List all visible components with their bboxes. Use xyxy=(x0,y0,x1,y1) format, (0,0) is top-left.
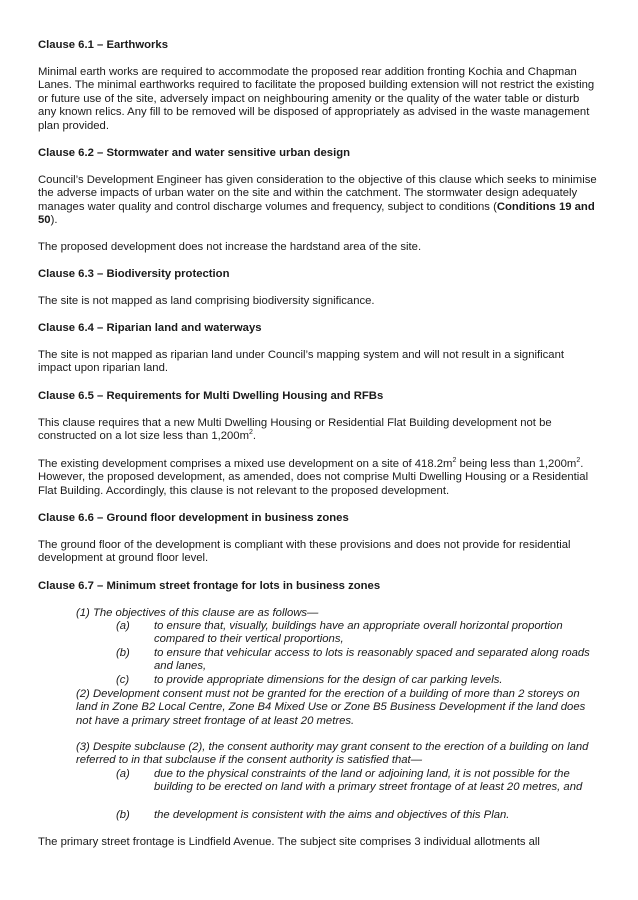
superscript: 2 xyxy=(576,457,581,465)
clause-6-2-body-text: Council’s Development Engineer has given consideration to the objective of this clause which seeks to minimise the adverse impacts of urban water on the site and within the catchment. The stormwater design adequately manages water quality and control discharge volumes and frequency, subject to conditions ( xyxy=(38,174,597,213)
clause-6-5-body-1-text: This clause requires that a new Multi Dwelling Housing or Residential Flat Building development not be constructed on a lot size less than 1,200m xyxy=(38,417,552,443)
clause-6-5-body-2-text: being less than 1,200m xyxy=(456,458,577,470)
list-item xyxy=(116,768,606,795)
clause-6-1-body: Minimal earth works are required to accommodate the proposed rear addition fronting Kochia and Chapman Lanes. The minimal earthworks required to facilitate the proposed building extension will not restrict the existing or future use of the site, adversely impact on neighbouring amenity or the quality of the water table or disturb any known relics. Any fill to be removed will be disposed of appropriately as advised in the waste management plan provided. xyxy=(38,66,595,132)
list-item-text: to ensure that, visually, buildings have an appropriate overall horizontal proportion compared to their vertical proportions, xyxy=(154,620,563,646)
clause-6-7-heading: Clause 6.7 – Minimum street frontage for lots in business zones xyxy=(38,580,381,592)
list-item-number: (b) xyxy=(116,647,130,659)
list-item-number: (a) xyxy=(116,768,130,780)
superscript: 2 xyxy=(452,457,457,465)
clause-6-3-heading: Clause 6.3 – Biodiversity protection xyxy=(38,268,230,280)
clause-6-7-quote-2: (2) Development consent must not be granted for the erection of a building of more than 2 storeys on land in Zone B2 Local Centre, Zone B4 Mixed Use or Zone B5 Business Development if the land does not have a primary street frontage of at least 20 metres. xyxy=(76,688,586,727)
clause-6-4-body: The site is not mapped as riparian land under Council’s mapping system and will not result in a significant impact upon riparian land. xyxy=(38,349,565,375)
clause-6-2-heading: Clause 6.2 – Stormwater and water sensitive urban design xyxy=(38,147,351,159)
clause-6-2-body-2: The proposed development does not increase the hardstand area of the site. xyxy=(38,241,422,253)
clause-6-5-body-2 xyxy=(38,458,600,498)
list-item-number: (a) xyxy=(116,620,130,632)
list-item-text: due to the physical constraints of the land or adjoining land, it is not possible for the building to be erected on land with a primary street frontage of at least 20 metres, and xyxy=(154,768,583,794)
list-item xyxy=(116,809,606,822)
clause-6-5-body-1-end: . xyxy=(252,430,257,443)
clause-6-6-body: The ground floor of the development is compliant with these provisions and does not provide for residential development at ground floor level. xyxy=(38,539,571,565)
list-item xyxy=(116,647,606,674)
clause-6-3-body: The site is not mapped as land comprising biodiversity significance. xyxy=(38,295,375,307)
list-item xyxy=(116,674,606,687)
list-item-text: to ensure that vehicular access to lots is reasonably spaced and separated along roads and lanes, xyxy=(154,647,590,673)
conditions-reference: Conditions 19 and 50 xyxy=(38,200,595,227)
clause-6-7-quote-3: (3) Despite subclause (2), the consent authority may grant consent to the erection of a building on land referred to in that subclause if the consent authority is satisfied that— xyxy=(76,741,589,767)
list-item-text: the development is consistent with the aims and objectives of this Plan. xyxy=(154,809,510,821)
clause-6-6-heading: Clause 6.6 – Ground floor development in business zones xyxy=(38,512,349,524)
clause-6-5-body-1 xyxy=(38,417,600,444)
clause-6-1-heading: Clause 6.1 – Earthworks xyxy=(38,39,168,51)
clause-6-2-body-end: ). xyxy=(50,214,58,227)
superscript: 2 xyxy=(249,429,253,437)
clause-6-4-heading: Clause 6.4 – Riparian land and waterways xyxy=(38,322,262,334)
list-item-number: (c) xyxy=(116,674,130,686)
clause-6-5-heading: Clause 6.5 – Requirements for Multi Dwelling Housing and RFBs xyxy=(38,390,384,402)
list-item-text: to provide appropriate dimensions for the design of car parking levels. xyxy=(154,674,503,686)
clause-6-5-body-2-text: The existing development comprises a mixed use development on a site of 418.2m xyxy=(38,458,453,470)
list-item xyxy=(116,620,606,647)
clause-6-7-body: The primary street frontage is Lindfield Avenue. The subject site comprises 3 individual allotments all xyxy=(38,836,540,848)
clause-6-2-body xyxy=(38,174,600,228)
list-item-number: (b) xyxy=(116,809,130,821)
clause-6-7-quote-1: (1) The objectives of this clause are as follows— xyxy=(76,607,319,619)
clause-6-5-body-2-text: . However, the proposed development, as amended, does not comprise Multi Dwelling Housing or a Residential Flat Building. Accordingly, this clause is not relevant to the proposed development. xyxy=(38,458,589,497)
